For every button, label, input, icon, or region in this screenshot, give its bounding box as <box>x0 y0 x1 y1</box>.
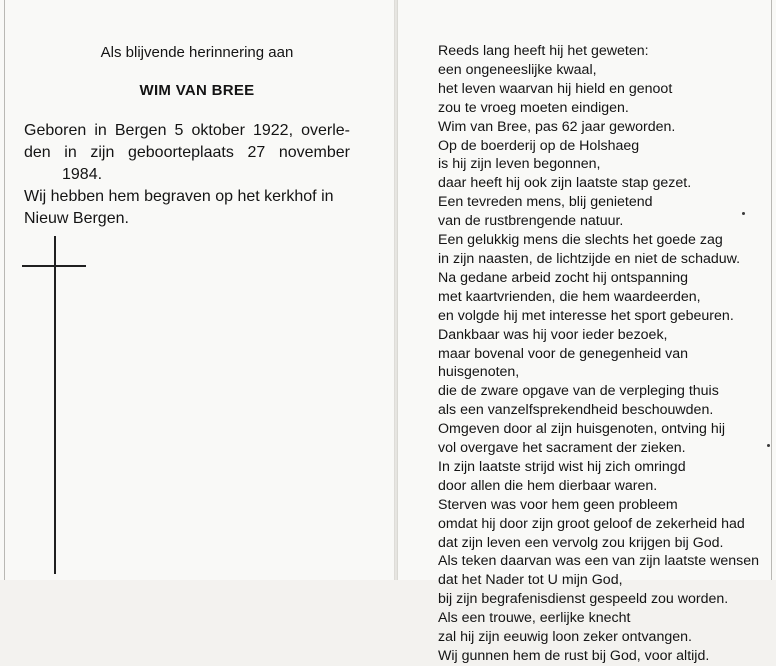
poem-line: zal hij zijn eeuwig loon zeker ontvangen. <box>438 629 692 646</box>
poem-line: huisgenoten, <box>438 364 520 381</box>
poem-line: daar heeft hij ook zijn laatste stap gezet. <box>438 175 692 192</box>
poem-line: Sterven was voor hem geen probleem <box>438 496 678 513</box>
poem-line: Dankbaar was hij voor ieder bezoek, <box>438 326 668 343</box>
left-page <box>0 0 394 580</box>
memorial-poem <box>438 42 768 666</box>
poem-line: omdat hij door zijn groot geloof de zekerheid had <box>438 515 745 532</box>
poem-line: Na gedane arbeid zocht hij ontspanning <box>438 269 689 286</box>
poem-line: een ongeneeslijke kwaal, <box>438 61 597 78</box>
poem-line: die de zware opgave van de verpleging thuis <box>438 383 719 400</box>
poem-line: Wij gunnen hem de rust bij God, voor altijd. <box>438 648 710 664</box>
poem-line: zou te vroeg moeten eindigen. <box>438 99 629 116</box>
poem-line: Op de boerderij op de Holshaeg <box>438 137 640 154</box>
poem-line: Omgeven door al zijn huisgenoten, ontving hij <box>438 421 726 438</box>
poem-line: bij zijn begrafenisdienst gespeeld zou worden. <box>438 591 729 608</box>
intro-line: Als blijvende herinnering aan <box>100 44 294 61</box>
poem-line: dat het Nader tot U mijn God, <box>438 572 623 589</box>
poem-line: Reeds lang heeft hij het geweten: <box>438 43 649 59</box>
poem-line: het leven waarvan hij hield en genoot <box>438 80 673 97</box>
poem-line: met kaartvrienden, die hem waardeerden, <box>438 288 701 305</box>
poem-line: van de rustbrengende natuur. <box>438 213 624 230</box>
poem-line: Als een trouwe, eerlijke knecht <box>438 610 631 627</box>
bio-line-1: Geboren in Bergen 5 oktober 1922, overle- <box>24 122 350 139</box>
cross-horizontal-bar <box>22 265 86 267</box>
bio-line-4: Wij hebben hem begraven op het kerkhof in <box>24 188 334 205</box>
poem-line: en volgde hij met interesse het sport gebeuren. <box>438 307 734 324</box>
poem-line: als een vanzelfsprekendheid beschouwden. <box>438 402 714 419</box>
poem-line: is hij zijn leven begonnen, <box>438 156 601 173</box>
cross-vertical-bar <box>54 236 56 574</box>
deceased-name: WIM VAN BREE <box>139 82 255 99</box>
bio-line-2: den in zijn geboorteplaats 27 november <box>24 144 350 161</box>
card-edge-right <box>771 0 772 580</box>
poem-line: In zijn laatste strijd wist hij zich omringd <box>438 458 686 475</box>
poem-line: Een tevreden mens, blij genietend <box>438 194 653 211</box>
poem-line: in zijn naasten, de lichtzijde en niet de schaduw. <box>438 250 741 267</box>
poem-line: dat zijn leven een vervolg zou krijgen bij God. <box>438 534 724 551</box>
poem-line: Als teken daarvan was een van zijn laatste wensen <box>438 553 759 570</box>
bio-line-3: 1984. <box>62 166 103 183</box>
poem-line: maar bovenal voor de genegenheid van <box>438 345 689 362</box>
poem-line: vol overgave het sacrament der zieken. <box>438 440 686 457</box>
biography <box>24 120 350 230</box>
poem-line: Een gelukkig mens die slechts het goede zag <box>438 232 723 249</box>
bio-line-5: Nieuw Bergen. <box>24 210 129 227</box>
poem-line: door allen die hem dierbaar waren. <box>438 477 658 494</box>
poem-line: Wim van Bree, pas 62 jaar geworden. <box>438 118 676 135</box>
